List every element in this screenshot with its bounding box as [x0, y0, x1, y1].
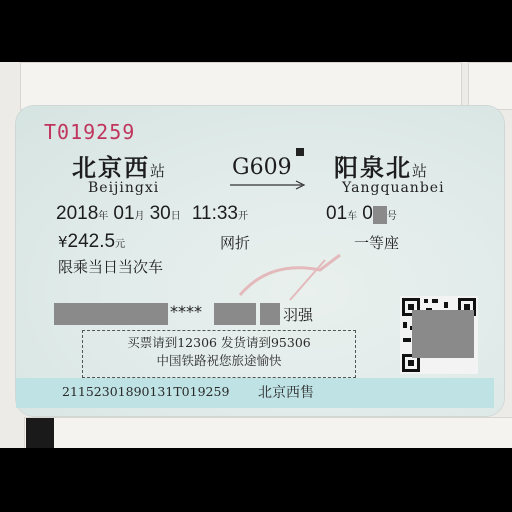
train-number: G609 [232, 155, 292, 180]
notice-box [82, 330, 356, 378]
passenger-id-redaction-2 [214, 303, 256, 325]
paper-behind-right [468, 62, 512, 110]
arrival-station [334, 148, 427, 183]
qr-code [400, 296, 478, 374]
departure-time-unit: 开 [237, 211, 248, 222]
price-amount: 242.5 [67, 231, 116, 252]
departure-station-suffix: 站 [150, 162, 166, 180]
price-unit: 元 [115, 239, 126, 250]
date-month: 01 [113, 203, 135, 224]
date-month-unit: 月 [134, 211, 145, 222]
seat-unit: 号 [386, 211, 397, 222]
date-year-unit: 年 [98, 211, 109, 222]
departure-time: 11:33 [191, 203, 238, 224]
seat-assignment [326, 203, 397, 225]
price-symbol: ¥ [58, 233, 68, 251]
paper-behind-bottom [24, 417, 512, 448]
car-unit: 车 [347, 211, 358, 222]
seat-redaction [373, 206, 387, 224]
sold-at-station: 北京西售 [258, 385, 314, 401]
car-number: 01 [326, 203, 348, 224]
departure-station-name: 北京西 [72, 153, 150, 182]
train-number-mark [296, 148, 304, 156]
notice-line-2: 中国铁路祝您旅途愉快 [156, 353, 282, 368]
dark-edge [26, 418, 54, 448]
passenger-id-masked: **** [170, 302, 202, 321]
arrival-station-suffix: 站 [412, 162, 428, 180]
ticket-number: T019259 [44, 120, 136, 144]
departure-datetime [56, 203, 248, 225]
arrival-station-name: 阳泉北 [334, 153, 412, 182]
passenger-id-redaction [54, 303, 168, 325]
departure-pinyin: Beijingxi [88, 180, 160, 196]
ticket-restriction: 限乘当日当次车 [58, 258, 164, 276]
date-year: 2018 [56, 203, 99, 224]
notice-line-1: 买票请到12306 发货请到95306 [127, 335, 311, 350]
price [58, 231, 125, 253]
direction-arrow-icon [228, 180, 308, 190]
date-day-unit: 日 [170, 211, 181, 222]
date-day: 30 [149, 203, 171, 224]
serial-number: 21152301890131T019259 [62, 384, 230, 399]
paper-behind-top [20, 62, 462, 110]
discount-label: 网折 [220, 234, 251, 252]
qr-redaction [412, 310, 474, 358]
seat-number: 0 [362, 203, 373, 224]
arrival-pinyin: Yangquanbei [342, 180, 445, 196]
passenger-name: 羽强 [283, 306, 314, 324]
passenger-name-redaction [260, 303, 280, 325]
departure-station [72, 148, 165, 183]
seat-class: 一等座 [354, 234, 400, 252]
